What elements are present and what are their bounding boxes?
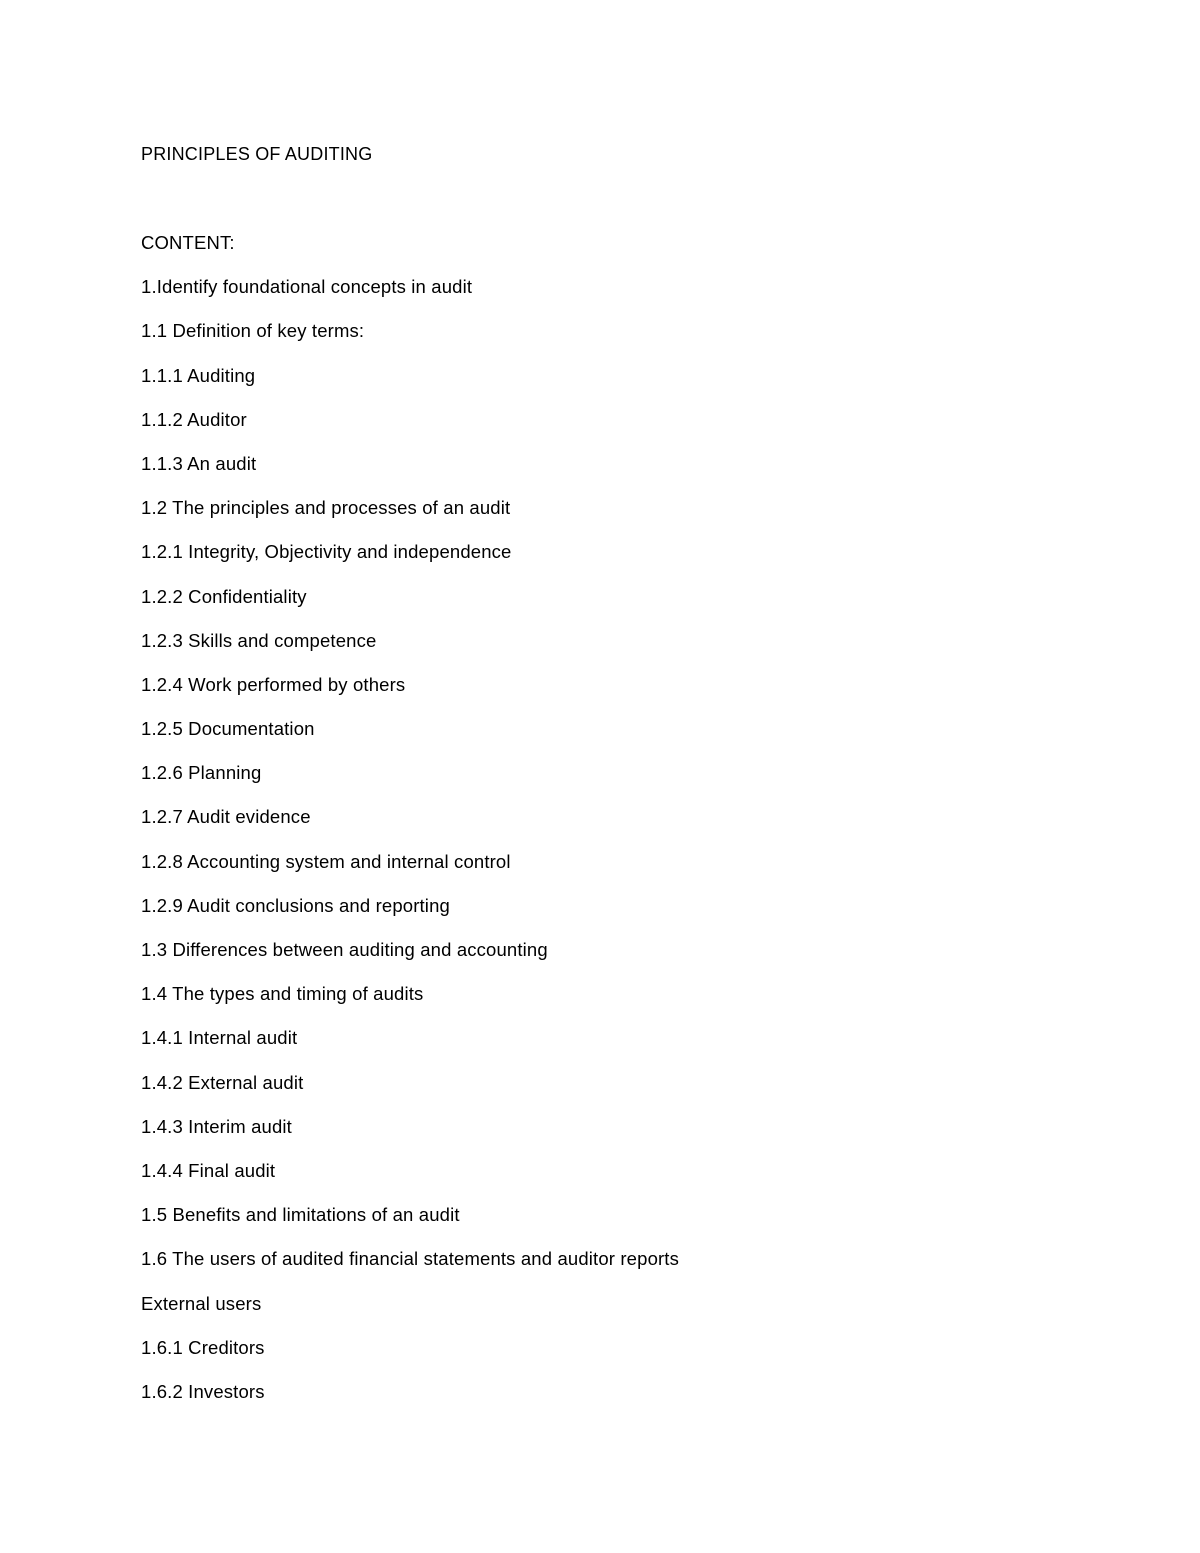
content-line: 1.6.2 Investors bbox=[141, 1380, 265, 1402]
content-line: 1.2.8 Accounting system and internal control bbox=[141, 850, 511, 872]
content-line: 1.3 Differences between auditing and accounting bbox=[141, 939, 548, 960]
content-line: 1.5 Benefits and limitations of an audit bbox=[141, 1204, 460, 1226]
content-line: 1.6 The users of audited financial statements and auditor reports bbox=[141, 1248, 680, 1270]
content-line: 1.1.3 An audit bbox=[141, 452, 257, 474]
content-line: 1.2.5 Documentation bbox=[141, 718, 315, 740]
content-line: 1.2 The principles and processes of an audit bbox=[141, 497, 511, 519]
content-line: 1.4.4 Final audit bbox=[141, 1159, 276, 1181]
content-line: 1.1.2 Auditor bbox=[141, 408, 247, 430]
content-line: 1.6.1 Creditors bbox=[141, 1336, 265, 1358]
content-line: 1.4.2 External audit bbox=[141, 1071, 304, 1093]
content-line: 1.1.1 Auditing bbox=[141, 364, 256, 386]
document-title: PRINCIPLES OF AUDITING bbox=[141, 144, 373, 164]
content-line: 1.4.3 Interim audit bbox=[141, 1115, 292, 1137]
content-list bbox=[141, 231, 679, 1424]
content-line: 1.Identify foundational concepts in audit bbox=[141, 276, 473, 298]
content-heading: CONTENT: bbox=[141, 232, 235, 253]
content-line: External users bbox=[141, 1292, 262, 1314]
content-line: 1.2.1 Integrity, Objectivity and independence bbox=[141, 541, 512, 563]
content-line: 1.2.9 Audit conclusions and reporting bbox=[141, 894, 450, 916]
content-line: 1.2.6 Planning bbox=[141, 762, 262, 784]
content-line: 1.2.4 Work performed by others bbox=[141, 673, 406, 695]
content-line: 1.1 Definition of key terms: bbox=[141, 320, 365, 342]
content-line: 1.2.7 Audit evidence bbox=[141, 806, 311, 828]
content-line: 1.2.3 Skills and competence bbox=[141, 629, 377, 651]
content-line: 1.4 The types and timing of audits bbox=[141, 983, 424, 1005]
content-line: 1.4.1 Internal audit bbox=[141, 1027, 298, 1049]
content-line: 1.2.2 Confidentiality bbox=[141, 585, 307, 607]
